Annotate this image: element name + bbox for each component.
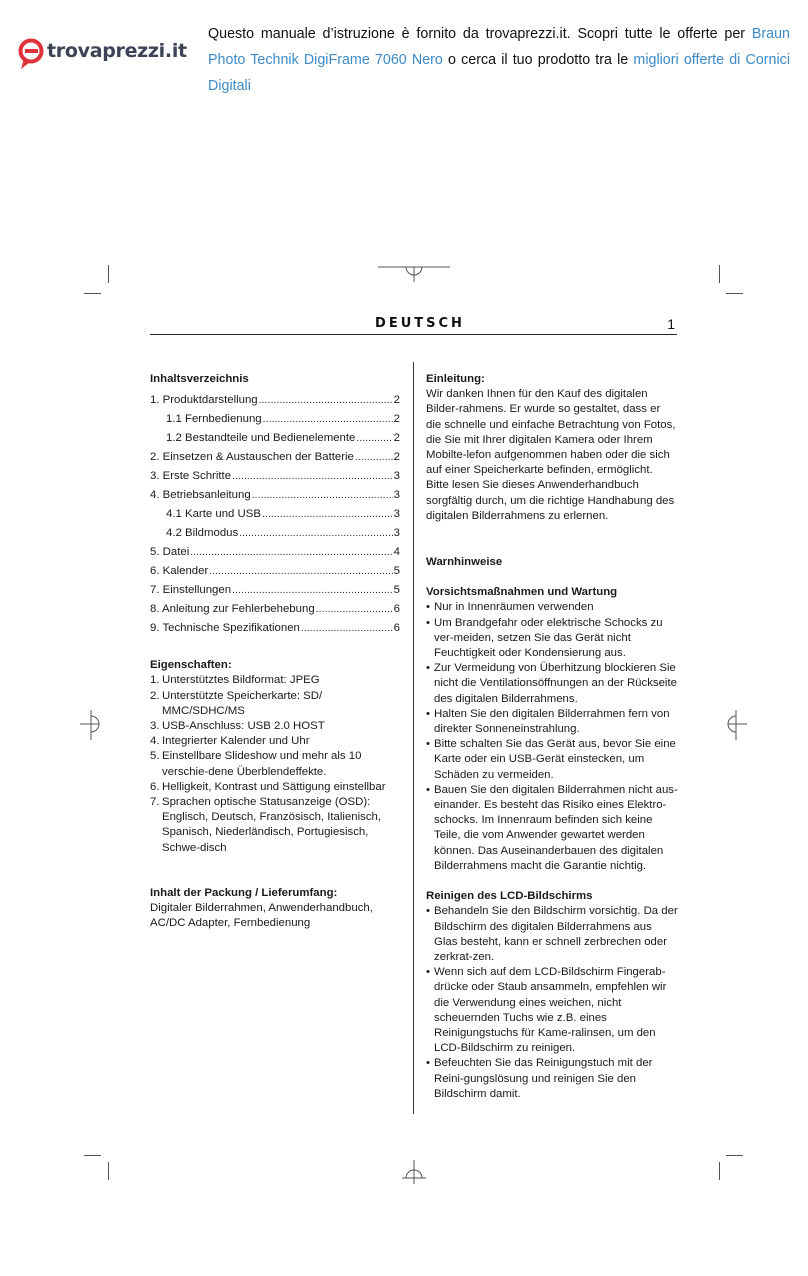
- crop-mark: [719, 265, 720, 283]
- banner-notice: [208, 21, 790, 99]
- category-link[interactable]: migliori offerte di Cornici Digitali: [208, 52, 790, 94]
- page-title: DEUTSCH: [375, 316, 465, 331]
- column-divider: [413, 362, 414, 1114]
- page-header: [150, 316, 677, 335]
- toc-item[interactable]: 1.1 Fernbedienung ..... 2: [150, 410, 400, 429]
- package-contents: Digitaler Bilderrahmen, Anwenderhandbuch, AC/DC Adapter, Fernbedienung: [150, 902, 373, 930]
- list-item: • Bitte schalten Sie das Gerät aus, bevor Sie eine Karte oder ein USB-Gerät einstecken, um Schäden zu vermeiden.: [426, 738, 676, 781]
- list-item: • Befeuchten Sie das Reinigungstuch mit der Reini-gungslösung und reinigen Sie den Bildschirm damit.: [426, 1057, 653, 1100]
- list-item: • Nur in Innenräumen verwenden: [426, 601, 594, 614]
- logo-mark-icon: [18, 38, 44, 72]
- banner-text-1: Questo manuale d’istruzione è fornito da trovaprezzi.it. Scopri tutte le offerte per: [208, 26, 752, 42]
- features-list: [150, 673, 400, 855]
- list-item: 7. Sprachen optische Statusanzeige (OSD): Englisch, Deutsch, Französisch, Italienisch, Spanisch, Niederländisch, Portugiesisch, Schwe-disch: [150, 796, 382, 854]
- package-heading: Inhalt der Packung / Lieferumfang:: [150, 886, 338, 899]
- features-heading: Eigenschaften:: [150, 659, 232, 672]
- cleaning-list: [426, 904, 678, 1102]
- list-item: 2. Unterstützte Speicherkarte: SD/ MMC/SDHC/MS: [150, 689, 323, 717]
- page-number: 1: [667, 316, 675, 332]
- toc-item[interactable]: 4.1 Karte und USB ..... 3: [150, 505, 400, 524]
- crop-mark: [719, 1162, 720, 1180]
- toc-item[interactable]: 3. Erste Schritte ..... 3: [150, 467, 400, 486]
- list-item: • Behandeln Sie den Bildschirm vorsichtig. Da der Bildschirm des digitalen Bilderrahmens aus Glas besteht, kann er schnell zerbrechen oder zerkrat-zen.: [426, 905, 678, 963]
- crop-mark: [84, 293, 101, 294]
- left-column: [150, 372, 400, 931]
- list-item: 1. Unterstütztes Bildformat: JPEG: [150, 674, 320, 687]
- list-item: • Wenn sich auf dem LCD-Bildschirm Fingerab-drücke oder Staub ansammeln, empfehlen wir die Verwendung eines weichen, nicht scheuernden Tuchs wie z.B. eines Reinigungstuchs für Kame-ralinsen, um den LCD-Bildschirm zu reinigen.: [426, 966, 667, 1055]
- toc-item[interactable]: 1. Produktdarstellung ..... 2: [150, 391, 400, 410]
- intro-text: Wir danken Ihnen für den Kauf des digitalen Bilder-rahmens. Er wurde so gestaltet, dass er die schnelle und einfache Betrachtung von Fotos, die Sie mit Ihrer digitalen Kamera oder Ihrem Mobilte-lefon aufgenommen haben oder die sich auf einer Speicherkarte befinden, ermöglicht. Bitte lesen Sie dieses Anwenderhandbuch sorgfältig durch, um die richtige Handhabung des digitalen Bilderrahmens zu erlernen.: [426, 388, 676, 522]
- crop-mark: [84, 1155, 101, 1156]
- crop-mark: [108, 265, 109, 283]
- toc-item[interactable]: 2. Einsetzen & Austauschen der Batterie ..... 2: [150, 448, 400, 467]
- product-link[interactable]: Braun Photo Technik DigiFrame 7060 Nero: [208, 26, 790, 68]
- cleaning-heading: Reinigen des LCD-Bildschirms: [426, 890, 593, 903]
- registration-mark-icon: [402, 1160, 426, 1184]
- toc-item[interactable]: 6. Kalender ..... 5: [150, 562, 400, 581]
- registration-mark-icon: [80, 710, 102, 740]
- warnings-heading: Warnhinweise: [426, 556, 503, 569]
- toc-heading: Inhaltsverzeichnis: [150, 373, 249, 385]
- intro-heading: Einleitung:: [426, 373, 485, 385]
- logo-wordmark: trovaprezzi.it: [47, 40, 187, 62]
- toc-item[interactable]: 5. Datei ..... 4: [150, 543, 400, 562]
- crop-mark: [108, 1162, 109, 1180]
- toc-item[interactable]: 7. Einstellungen ..... 5: [150, 581, 400, 600]
- banner-text-2: o cerca il tuo prodotto tra le: [442, 52, 634, 68]
- trovaprezzi-logo[interactable]: [18, 38, 188, 72]
- registration-mark-icon: [378, 262, 450, 284]
- crop-mark: [726, 293, 743, 294]
- list-item: 3. USB-Anschluss: USB 2.0 HOST: [150, 720, 325, 733]
- right-column: [426, 372, 678, 1102]
- list-item: 6. Helligkeit, Kontrast und Sättigung einstellbar: [150, 780, 386, 793]
- toc-item[interactable]: 4.2 Bildmodus ..... 3: [150, 524, 400, 543]
- list-item: • Um Brandgefahr oder elektrische Schocks zu ver-meiden, setzen Sie das Gerät nicht Feuchtigkeit oder Kondensierung aus.: [426, 616, 663, 660]
- toc-item[interactable]: 8. Anleitung zur Fehlerbehebung ..... 6: [150, 600, 400, 619]
- toc-item[interactable]: 1.2 Bestandteile und Bedienelemente ..... 2: [150, 429, 400, 448]
- list-item: 5. Einstellbare Slideshow und mehr als 10 verschie-dene Überblendeffekte.: [150, 750, 362, 778]
- precautions-heading: Vorsichtsmaßnahmen und Wartung: [426, 586, 618, 599]
- crop-mark: [726, 1155, 743, 1156]
- table-of-contents: [150, 391, 400, 638]
- list-item: 4. Integrierter Kalender und Uhr: [150, 735, 310, 748]
- toc-item[interactable]: 9. Technische Spezifikationen ..... 6: [150, 619, 400, 638]
- registration-mark-icon: [725, 710, 747, 740]
- list-item: • Zur Vermeidung von Überhitzung blockieren Sie nicht die Ventilationsöffnungen an der Rückseite des digitalen Bilderrahmens.: [426, 662, 677, 705]
- toc-item[interactable]: 4. Betriebsanleitung ..... 3: [150, 486, 400, 505]
- list-item: • Bauen Sie den digitalen Bilderrahmen nicht aus-einander. Es besteht das Risiko eines Elektro-schocks. Im Innenraum befinden sich keine Teile, die vom Anwender gewartet werden können. Das Auseinanderbauen des digitalen Bilderrahmens macht die Garantie nichtig.: [426, 783, 678, 872]
- list-item: • Halten Sie den digitalen Bilderrahmen fern von direkter Sonneneinstrahlung.: [426, 707, 670, 736]
- precautions-list: [426, 600, 678, 874]
